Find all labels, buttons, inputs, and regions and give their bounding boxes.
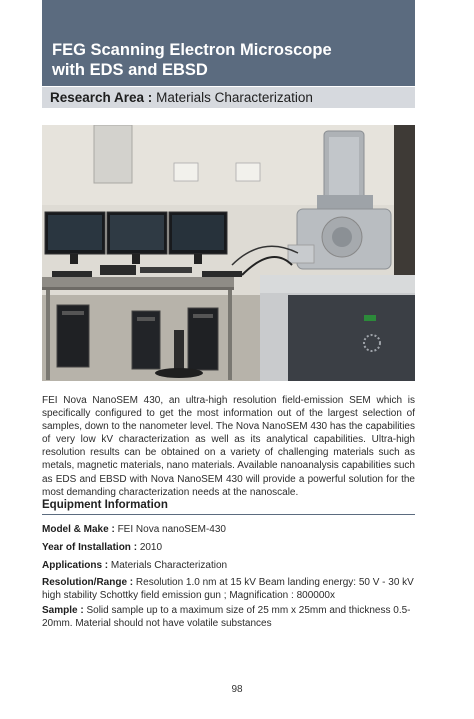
resolution-label: Resolution/Range : bbox=[42, 577, 134, 588]
title-line-1: FEG Scanning Electron Microscope bbox=[52, 41, 332, 59]
page-title bbox=[52, 40, 407, 80]
year-label: Year of Installation : bbox=[42, 542, 138, 553]
resolution-value: Resolution 1.0 nm at 15 kV Beam landing energy: 50 V - 30 kV high stability Schottky field emission gun ; Magnification : 800000x bbox=[42, 577, 414, 601]
year-value: 2010 bbox=[139, 542, 163, 553]
page-number: 98 bbox=[231, 684, 243, 695]
year-field bbox=[42, 542, 415, 555]
sample-label: Sample : bbox=[42, 605, 84, 616]
model-label: Model & Make : bbox=[42, 524, 115, 535]
research-area-value: Materials Characterization bbox=[156, 90, 313, 105]
sem-lab-illustration bbox=[42, 125, 415, 381]
equipment-description: FEI Nova NanoSEM 430, an ultra-high resolution field-emission SEM which is specifically configured to get the most information out of the largest selection of samples, down to the nanometer level. The Nova NanoSEM 430 has the capabilities of very low kV characterization as well as its analytical capabilities. Ultra-high resolution results can be obtained on a variety of challenging materials such as metals, magnetic materials, nano materials. Available nanoanalysis capabilities such as EDS and EBSD with Nova NanoSEM 430 will provide a powerful solution for the most demanding characterization needs at the nanoscale. bbox=[42, 395, 415, 498]
research-area-bar bbox=[42, 87, 415, 108]
equipment-heading: Equipment Information bbox=[42, 499, 168, 511]
model-value: FEI Nova nanoSEM-430 bbox=[117, 524, 226, 535]
title-banner bbox=[42, 0, 415, 86]
applications-value: Materials Characterization bbox=[110, 560, 228, 571]
applications-field bbox=[42, 560, 415, 573]
model-field bbox=[42, 524, 415, 537]
applications-label: Applications : bbox=[42, 560, 109, 571]
research-area bbox=[50, 89, 313, 106]
heading-divider bbox=[42, 514, 415, 515]
research-area-label: Research Area : bbox=[50, 90, 153, 105]
sample-field bbox=[42, 605, 415, 630]
title-line-2: with EDS and EBSD bbox=[52, 61, 208, 79]
resolution-field bbox=[42, 577, 415, 602]
equipment-photo bbox=[42, 125, 415, 381]
sample-value: Solid sample up to a maximum size of 25 mm x 25mm and thickness 0.5-20mm. Material should not have volatile substances bbox=[42, 605, 411, 629]
